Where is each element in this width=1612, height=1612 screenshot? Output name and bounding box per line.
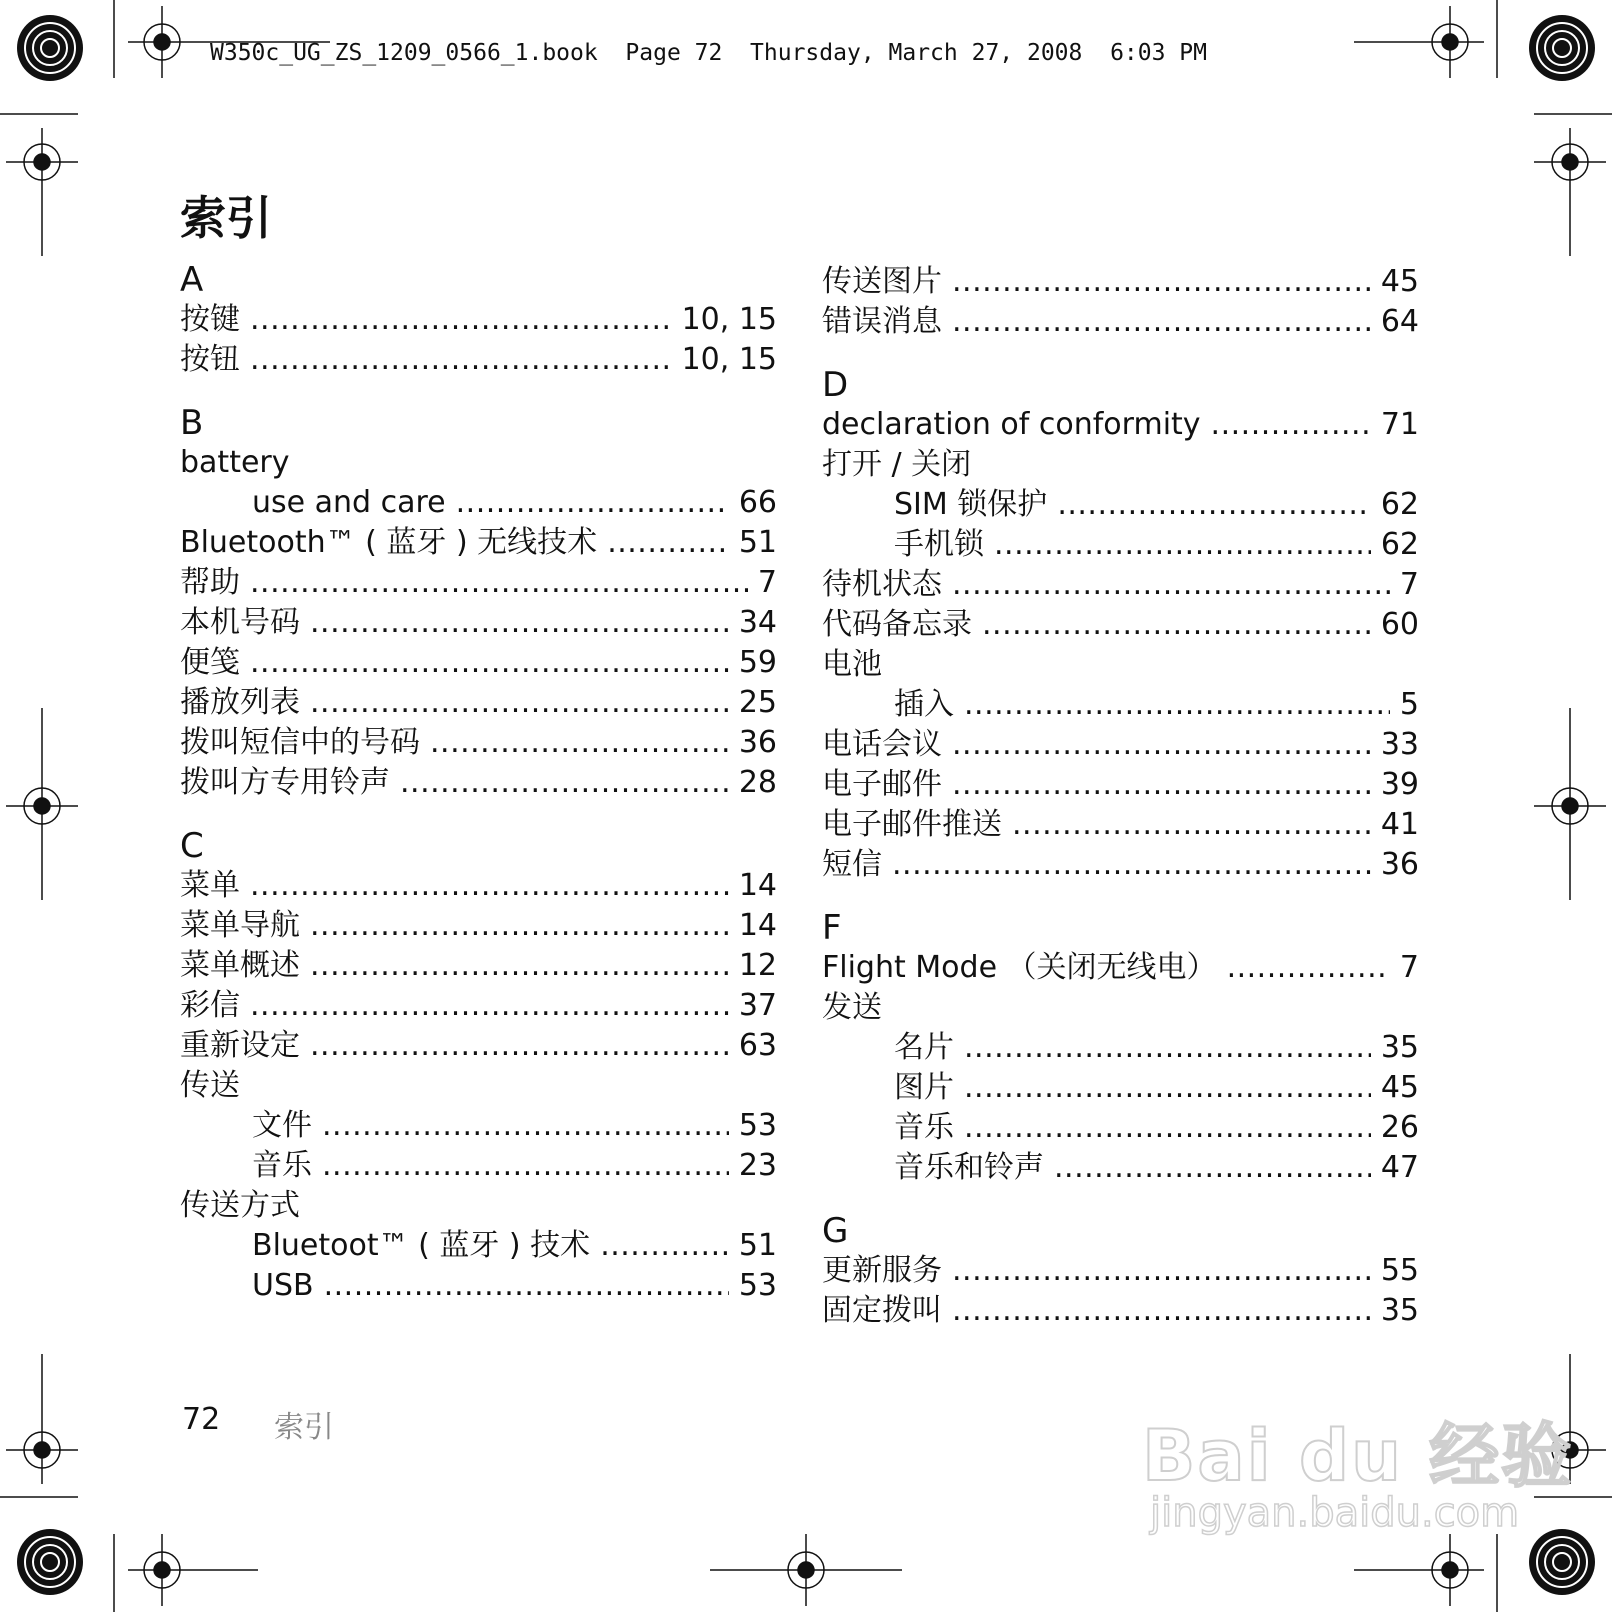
- dot-leader: [952, 1291, 1371, 1331]
- page-number: 72: [182, 1402, 221, 1437]
- index-entry: [822, 1291, 1419, 1331]
- index-entry: [180, 986, 777, 1026]
- index-column-left: [180, 262, 777, 1331]
- dot-leader: [964, 1108, 1371, 1148]
- index-section: [180, 262, 777, 380]
- entry-page: 45: [1380, 264, 1419, 299]
- index-entry: [180, 523, 777, 563]
- index-entry: [180, 1146, 777, 1186]
- entry-page: 7: [757, 565, 777, 600]
- entry-page: 62: [1380, 487, 1419, 522]
- entry-page: 26: [1380, 1110, 1419, 1145]
- entry-term: 菜单导航: [180, 908, 300, 943]
- watermark-url: jingyan.baidu.com: [1150, 1490, 1520, 1536]
- entry-page: 5: [1399, 687, 1419, 722]
- entry-page: 14: [738, 868, 777, 903]
- entry-page: 7: [1399, 567, 1419, 602]
- dot-leader: [310, 1026, 729, 1066]
- dot-leader: [964, 1068, 1371, 1108]
- section-letter: F: [822, 908, 842, 948]
- entry-term: Flight Mode （关闭无线电）: [822, 950, 1217, 985]
- index-entry: [822, 1068, 1419, 1108]
- entry-term: 短信: [822, 847, 882, 882]
- page-title: 索引: [180, 191, 272, 245]
- index-entry: [180, 683, 777, 723]
- section-letter: G: [822, 1211, 849, 1251]
- index-entry: [180, 443, 777, 483]
- entry-term: 错误消息: [822, 304, 942, 339]
- entry-page: 36: [1380, 847, 1419, 882]
- index-entry: [822, 262, 1419, 302]
- index-entry: [180, 723, 777, 763]
- dot-leader: [456, 483, 729, 523]
- dot-leader: [952, 302, 1371, 342]
- index-entry: [180, 300, 777, 340]
- entry-term: 手机锁: [894, 527, 984, 562]
- index-entry: [822, 725, 1419, 765]
- entry-page: 63: [738, 1028, 777, 1063]
- index-entry: [822, 1028, 1419, 1068]
- dot-leader: [1057, 485, 1371, 525]
- index-entry: [822, 1251, 1419, 1291]
- entry-term: battery: [180, 445, 290, 480]
- dot-leader: [952, 765, 1371, 805]
- index-entry: [180, 1066, 777, 1106]
- index-section: [180, 828, 777, 1306]
- entry-page: 23: [738, 1148, 777, 1183]
- entry-term: 拨叫方专用铃声: [180, 765, 390, 800]
- entry-term: 菜单: [180, 868, 240, 903]
- dot-leader: [994, 525, 1371, 565]
- dot-leader: [250, 300, 672, 340]
- index-section: [180, 405, 777, 803]
- entry-page: 53: [738, 1268, 777, 1303]
- index-section: [822, 1213, 1419, 1331]
- entry-page: 28: [738, 765, 777, 800]
- index-entry: [822, 805, 1419, 845]
- entry-term: 代码备忘录: [822, 607, 972, 642]
- dot-leader: [1012, 805, 1371, 845]
- index-entry: [180, 563, 777, 603]
- entry-page: 37: [738, 988, 777, 1023]
- entry-page: 7: [1399, 950, 1419, 985]
- dot-leader: [310, 683, 729, 723]
- index-section: [822, 910, 1419, 1188]
- entry-page: 64: [1380, 304, 1419, 339]
- index-section: [822, 367, 1419, 885]
- dot-leader: [322, 1106, 729, 1146]
- watermark-brand: Bai du 经验: [1142, 1415, 1574, 1497]
- entry-term: 打开 / 关闭: [822, 447, 972, 482]
- dot-leader: [250, 563, 748, 603]
- entry-page: 45: [1380, 1070, 1419, 1105]
- section-letter: B: [180, 403, 204, 443]
- dot-leader: [310, 603, 729, 643]
- index-entry: [180, 1106, 777, 1146]
- entry-term: 帮助: [180, 565, 240, 600]
- entry-term: use and care: [252, 485, 446, 520]
- dot-leader: [964, 685, 1390, 725]
- dot-leader: [964, 1028, 1371, 1068]
- entry-term: 传送图片: [822, 264, 942, 299]
- entry-page: 35: [1380, 1030, 1419, 1065]
- dot-leader: [1211, 405, 1371, 445]
- entry-page: 66: [738, 485, 777, 520]
- index-entry: [180, 483, 777, 523]
- section-letter: A: [180, 260, 204, 300]
- entry-term: 拨叫短信中的号码: [180, 725, 420, 760]
- print-header: W350c_UG_ZS_1209_0566_1.book Page 72 Thursday, March 27, 2008 6:03 PM: [210, 40, 1207, 66]
- entry-term: 电话会议: [822, 727, 942, 762]
- entry-page: 55: [1380, 1253, 1419, 1288]
- index-entry: [180, 603, 777, 643]
- entry-term: 播放列表: [180, 685, 300, 720]
- dot-leader: [250, 643, 729, 683]
- index-entry: [822, 645, 1419, 685]
- dot-leader: [982, 605, 1371, 645]
- entry-page: 47: [1380, 1150, 1419, 1185]
- section-letter: C: [180, 826, 204, 866]
- entry-term: 音乐: [252, 1148, 312, 1183]
- entry-term: 菜单概述: [180, 948, 300, 983]
- index-entry: [822, 565, 1419, 605]
- index-entry: [822, 845, 1419, 885]
- dot-leader: [600, 1226, 729, 1266]
- entry-term: declaration of conformity: [822, 407, 1201, 442]
- index-entry: [180, 866, 777, 906]
- index-entry: [180, 340, 777, 380]
- entry-term: 彩信: [180, 988, 240, 1023]
- entry-term: USB: [252, 1268, 314, 1303]
- entry-page: 51: [738, 1228, 777, 1263]
- entry-term: 文件: [252, 1108, 312, 1143]
- entry-term: 按钮: [180, 342, 240, 377]
- entry-page: 51: [738, 525, 777, 560]
- entry-page: 10, 15: [681, 302, 777, 337]
- entry-term: 便笺: [180, 645, 240, 680]
- entry-term: 重新设定: [180, 1028, 300, 1063]
- entry-term: 插入: [894, 687, 954, 722]
- entry-page: 10, 15: [681, 342, 777, 377]
- index-section: [822, 262, 1419, 342]
- dot-leader: [607, 523, 729, 563]
- dot-leader: [952, 1251, 1371, 1291]
- entry-term: Bluetooth™ ( 蓝牙 ) 无线技术: [180, 525, 598, 560]
- index-entry: [822, 485, 1419, 525]
- index-entry: [180, 1266, 777, 1306]
- entry-page: 53: [738, 1108, 777, 1143]
- entry-term: 音乐: [894, 1110, 954, 1145]
- index-entry: [180, 763, 777, 803]
- entry-page: 39: [1380, 767, 1419, 802]
- footer-section-label: 索引: [274, 1410, 334, 1445]
- index-entry: [822, 1108, 1419, 1148]
- entry-term: 图片: [894, 1070, 954, 1105]
- entry-term: 电池: [822, 647, 882, 682]
- entry-term: 名片: [894, 1030, 954, 1065]
- dot-leader: [324, 1266, 729, 1306]
- dot-leader: [952, 725, 1371, 765]
- index-entry: [822, 685, 1419, 725]
- entry-term: 更新服务: [822, 1253, 942, 1288]
- index-entry: [180, 1026, 777, 1066]
- index-entry: [822, 405, 1419, 445]
- entry-page: 33: [1380, 727, 1419, 762]
- entry-term: 发送: [822, 990, 882, 1025]
- index-entry: [180, 906, 777, 946]
- entry-page: 25: [738, 685, 777, 720]
- index-entry: [180, 946, 777, 986]
- entry-term: 传送: [180, 1068, 240, 1103]
- dot-leader: [322, 1146, 729, 1186]
- index-entry: [822, 525, 1419, 565]
- dot-leader: [250, 340, 672, 380]
- section-letter: D: [822, 365, 849, 405]
- index-entry: [822, 765, 1419, 805]
- dot-leader: [430, 723, 729, 763]
- entry-page: 60: [1380, 607, 1419, 642]
- dot-leader: [892, 845, 1371, 885]
- entry-term: 音乐和铃声: [894, 1150, 1044, 1185]
- entry-page: 12: [738, 948, 777, 983]
- dot-leader: [952, 262, 1371, 302]
- dot-leader: [310, 946, 729, 986]
- dot-leader: [310, 906, 729, 946]
- entry-term: 电子邮件: [822, 767, 942, 802]
- dot-leader: [250, 866, 729, 906]
- index-entry: [822, 948, 1419, 988]
- entry-term: Bluetoot™ ( 蓝牙 ) 技术: [252, 1228, 591, 1263]
- index-entry: [180, 1186, 777, 1226]
- index-entry: [180, 1226, 777, 1266]
- index-entry: [180, 643, 777, 683]
- index-column-right: [822, 262, 1419, 1356]
- entry-term: 传送方式: [180, 1188, 300, 1223]
- dot-leader: [1227, 948, 1390, 988]
- dot-leader: [952, 565, 1390, 605]
- entry-term: 本机号码: [180, 605, 300, 640]
- index-entry: [822, 988, 1419, 1028]
- entry-term: 固定拨叫: [822, 1293, 942, 1328]
- entry-term: 待机状态: [822, 567, 942, 602]
- entry-term: SIM 锁保护: [894, 487, 1048, 522]
- dot-leader: [250, 986, 729, 1026]
- entry-term: 按键: [180, 302, 240, 337]
- index-entry: [822, 605, 1419, 645]
- entry-term: 电子邮件推送: [822, 807, 1002, 842]
- index-entry: [822, 445, 1419, 485]
- index-entry: [822, 1148, 1419, 1188]
- entry-page: 59: [738, 645, 777, 680]
- entry-page: 41: [1380, 807, 1419, 842]
- dot-leader: [1054, 1148, 1371, 1188]
- index-entry: [822, 302, 1419, 342]
- entry-page: 14: [738, 908, 777, 943]
- entry-page: 71: [1380, 407, 1419, 442]
- dot-leader: [400, 763, 729, 803]
- entry-page: 35: [1380, 1293, 1419, 1328]
- entry-page: 62: [1380, 527, 1419, 562]
- entry-page: 34: [738, 605, 777, 640]
- entry-page: 36: [738, 725, 777, 760]
